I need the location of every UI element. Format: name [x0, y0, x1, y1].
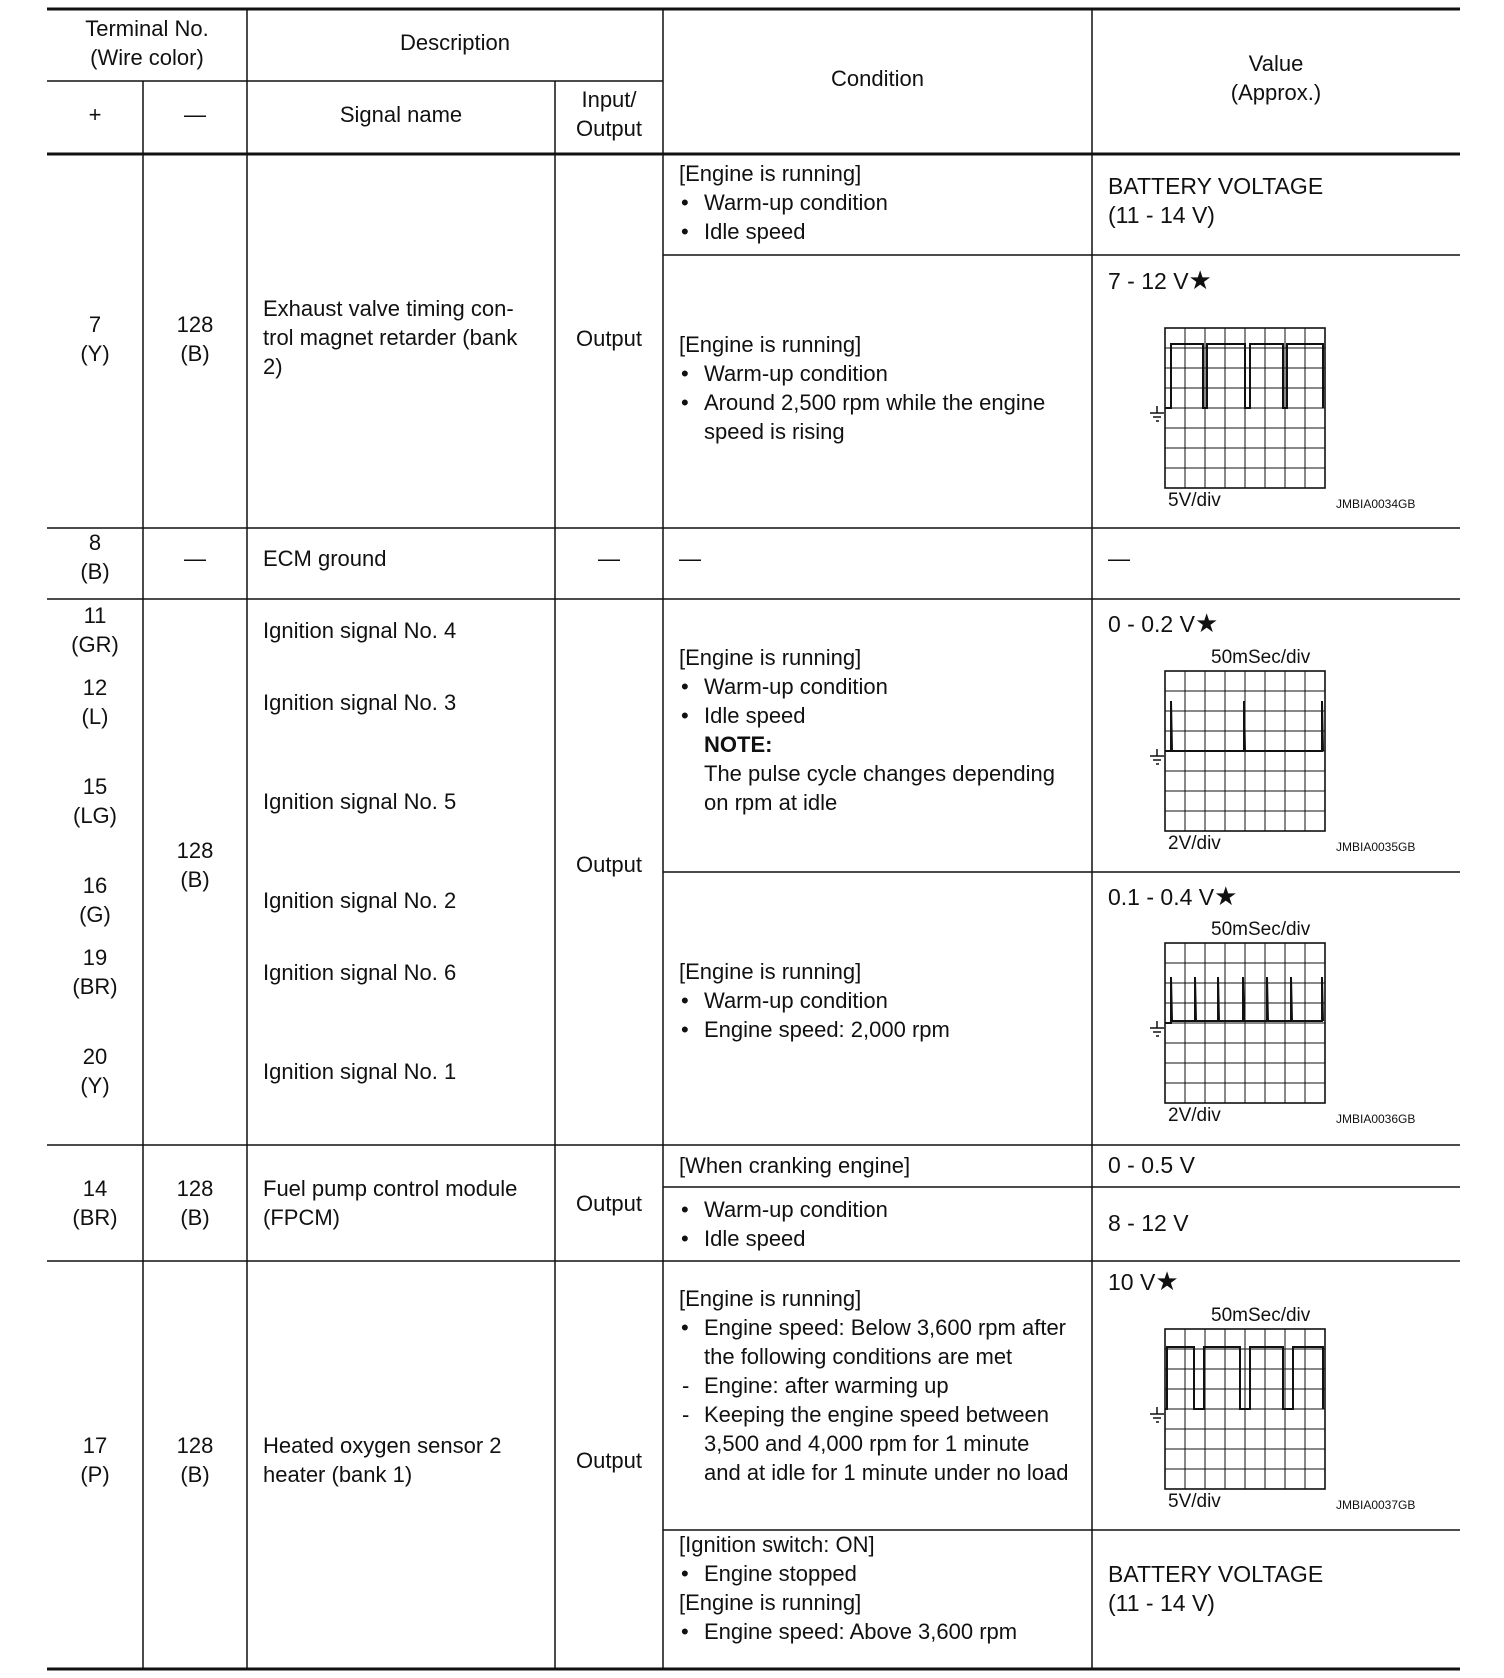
row7-neg-terminal: 128 — [176, 312, 214, 337]
row7-scope — [1140, 320, 1330, 495]
row17-cond-b-title1: [Ignition switch: ON] — [679, 1532, 875, 1557]
row14-neg-color: (B) — [180, 1205, 210, 1230]
ign-signal-3: Ignition signal No. 3 — [263, 690, 457, 715]
header-wire-color: (Wire color) — [90, 45, 204, 70]
row14-cond-b-item2: Idle speed — [704, 1226, 806, 1251]
row17-wire-color: (P) — [80, 1462, 110, 1487]
bullet-glyph: • — [681, 1315, 689, 1340]
ign-color-19: (BR) — [72, 974, 118, 999]
row17-cond-a-sub2-cont2: and at idle for 1 minute under no load — [704, 1460, 1069, 1485]
ign-terminal-20: 20 — [82, 1044, 108, 1069]
ign-cond-a-note-line2: on rpm at idle — [704, 790, 838, 815]
ign-scope-a-scale: 2V/div — [1168, 833, 1221, 854]
row8-signal: ECM ground — [263, 546, 387, 571]
row17-io: Output — [575, 1448, 643, 1473]
row17-cond-a-item1: Engine speed: Below 3,600 rpm after — [704, 1315, 1067, 1340]
ign-cond-a-note: NOTE: — [704, 732, 773, 757]
row17-scope-id: JMBIA0037GB — [1336, 1498, 1416, 1512]
ign-scope-a-time: 50mSec/div — [1211, 647, 1311, 668]
ign-terminal-19: 19 — [82, 945, 108, 970]
ign-cond-a-note-line1: The pulse cycle changes depending — [704, 761, 1056, 786]
header-signal-name: Signal name — [339, 102, 463, 127]
ign-cond-b-item1: Warm-up condition — [704, 988, 888, 1013]
header-minus: — — [184, 102, 206, 127]
row7-signal-line1: Exhaust valve timing con- — [263, 296, 514, 321]
row7-cond-a-title: [Engine is running] — [679, 161, 862, 186]
row14-terminal: 14 — [82, 1176, 108, 1201]
ign-scope-b-id: JMBIA0036GB — [1336, 1112, 1416, 1126]
star-icon: ★ — [1188, 265, 1212, 295]
ign-cond-a-item2: Idle speed — [704, 703, 806, 728]
dash-glyph: - — [682, 1402, 690, 1427]
header-condition: Condition — [831, 66, 924, 91]
bullet-glyph: • — [681, 703, 689, 728]
row17-scope-scale: 5V/div — [1168, 1491, 1221, 1512]
row14-cond-b-item1: Warm-up condition — [704, 1197, 888, 1222]
ign-cond-a-title: [Engine is running] — [679, 645, 862, 670]
header-value-line1: Value — [1248, 51, 1304, 76]
row8-neg: — — [184, 546, 206, 571]
bullet-glyph: • — [681, 1197, 689, 1222]
row17-val-b-line1: BATTERY VOLTAGE — [1108, 1561, 1324, 1587]
bullet-glyph: • — [681, 1619, 689, 1644]
ign-signal-2: Ignition signal No. 2 — [263, 888, 457, 913]
row7-signal-line3: 2) — [263, 354, 283, 379]
row17-signal-line2: heater (bank 1) — [263, 1462, 413, 1487]
ign-terminal-11: 11 — [83, 603, 107, 628]
row14-val-a: 0 - 0.5 V — [1108, 1152, 1195, 1178]
row7-scope-id: JMBIA0034GB — [1336, 497, 1416, 511]
row7-val-a-line2: (11 - 14 V) — [1108, 202, 1215, 228]
ign-val-b: 0.1 - 0.4 V★ — [1108, 881, 1238, 911]
row7-cond-b-item2-cont: speed is rising — [704, 419, 845, 444]
bullet-glyph: • — [681, 1561, 689, 1586]
ign-cond-b-item2: Engine speed: 2,000 rpm — [704, 1017, 950, 1042]
bullet-glyph: • — [681, 190, 689, 215]
row17-val-b-line2: (11 - 14 V) — [1108, 1590, 1215, 1616]
ign-neg-terminal: 128 — [176, 838, 214, 863]
header-terminal-no: Terminal No. — [85, 16, 209, 41]
row7-cond-b-item2: Around 2,500 rpm while the engine — [704, 390, 1046, 415]
bullet-glyph: • — [681, 988, 689, 1013]
ign-signal-6: Ignition signal No. 6 — [263, 960, 457, 985]
ign-scope-b-time: 50mSec/div — [1211, 919, 1311, 940]
star-icon: ★ — [1194, 608, 1219, 638]
row7-val-b: 7 - 12 V★ — [1108, 265, 1212, 295]
row7-scope-scale: 5V/div — [1168, 490, 1221, 511]
row7-wire-color: (Y) — [80, 341, 110, 366]
row8-wire-color: (B) — [80, 559, 110, 584]
row14-wire-color: (BR) — [72, 1205, 118, 1230]
header-value-line2: (Approx.) — [1230, 80, 1322, 105]
ign-color-16: (G) — [79, 902, 111, 927]
ign-color-12: (L) — [81, 704, 109, 729]
row8-io: — — [598, 546, 620, 571]
bullet-glyph: • — [681, 390, 689, 415]
ign-cond-a-item1: Warm-up condition — [704, 674, 888, 699]
ign-io: Output — [575, 852, 643, 877]
ign-color-15: (LG) — [73, 803, 117, 828]
row8-terminal: 8 — [88, 530, 102, 555]
row8-condition: — — [679, 546, 701, 571]
row14-io: Output — [575, 1191, 643, 1216]
header-io-line2: Output — [575, 116, 643, 141]
ign-scope-b-scale: 2V/div — [1168, 1105, 1221, 1126]
row17-cond-a-sub2-cont1: 3,500 and 4,000 rpm for 1 minute — [704, 1431, 1030, 1456]
row7-cond-a-item1: Warm-up condition — [704, 190, 888, 215]
header-plus: + — [88, 102, 102, 127]
ign-scope-a-id: JMBIA0035GB — [1336, 840, 1416, 854]
row17-scope — [1140, 1321, 1330, 1496]
row7-terminal: 7 — [88, 312, 102, 337]
ign-signal-1: Ignition signal No. 1 — [263, 1059, 457, 1084]
bullet-glyph: • — [681, 219, 689, 244]
row17-val-a: 10 V★ — [1108, 1266, 1179, 1296]
ign-signal-5: Ignition signal No. 5 — [263, 789, 457, 814]
ign-terminal-15: 15 — [82, 774, 108, 799]
header-description: Description — [399, 30, 511, 55]
ign-scope-b — [1140, 935, 1330, 1110]
row7-val-a-line1: BATTERY VOLTAGE — [1108, 173, 1324, 199]
row17-cond-b-item2: Engine speed: Above 3,600 rpm — [704, 1619, 1018, 1644]
star-icon: ★ — [1155, 1266, 1179, 1296]
row14-signal-line1: Fuel pump control module — [263, 1176, 518, 1201]
ign-terminal-16: 16 — [82, 873, 108, 898]
ign-neg-color: (B) — [180, 867, 210, 892]
row14-val-b: 8 - 12 V — [1108, 1210, 1189, 1236]
row17-cond-a-sub2: Keeping the engine speed between — [704, 1402, 1049, 1427]
row17-cond-a-sub1: Engine: after warming up — [704, 1373, 949, 1398]
header-io-line1: Input/ — [581, 87, 637, 112]
row17-terminal: 17 — [82, 1433, 108, 1458]
row14-signal-line2: (FPCM) — [263, 1205, 340, 1230]
star-icon: ★ — [1214, 881, 1238, 911]
row14-neg-terminal: 128 — [176, 1176, 214, 1201]
row7-cond-a-item2: Idle speed — [704, 219, 806, 244]
bullet-glyph: • — [681, 361, 689, 386]
ign-signal-4: Ignition signal No. 4 — [263, 618, 457, 643]
bullet-glyph: • — [681, 1017, 689, 1042]
row7-cond-b-item1: Warm-up condition — [704, 361, 888, 386]
ign-terminal-12: 12 — [82, 675, 108, 700]
row7-signal-line2: trol magnet retarder (bank — [263, 325, 518, 350]
row17-cond-a-title: [Engine is running] — [679, 1286, 862, 1311]
row17-cond-a-item1-cont: the following conditions are met — [704, 1344, 1013, 1369]
row17-cond-b-title2: [Engine is running] — [679, 1590, 862, 1615]
row17-scope-time: 50mSec/div — [1211, 1305, 1311, 1326]
bullet-glyph: • — [681, 1226, 689, 1251]
ign-cond-b-title: [Engine is running] — [679, 959, 862, 984]
row8-value: — — [1108, 546, 1130, 571]
row17-neg-terminal: 128 — [176, 1433, 214, 1458]
bullet-glyph: • — [681, 674, 689, 699]
ign-val-a: 0 - 0.2 V★ — [1108, 608, 1219, 638]
row7-io: Output — [575, 326, 643, 351]
ign-color-11: (GR) — [71, 632, 119, 657]
row14-cond-a: [When cranking engine] — [679, 1153, 911, 1178]
ign-color-20: (Y) — [80, 1073, 110, 1098]
row7-neg-color: (B) — [180, 341, 210, 366]
ign-scope-a — [1140, 663, 1330, 838]
row17-neg-color: (B) — [180, 1462, 210, 1487]
row7-cond-b-title: [Engine is running] — [679, 332, 862, 357]
row17-signal-line1: Heated oxygen sensor 2 — [263, 1433, 502, 1458]
row17-cond-b-item1: Engine stopped — [704, 1561, 857, 1586]
dash-glyph: - — [682, 1373, 690, 1398]
